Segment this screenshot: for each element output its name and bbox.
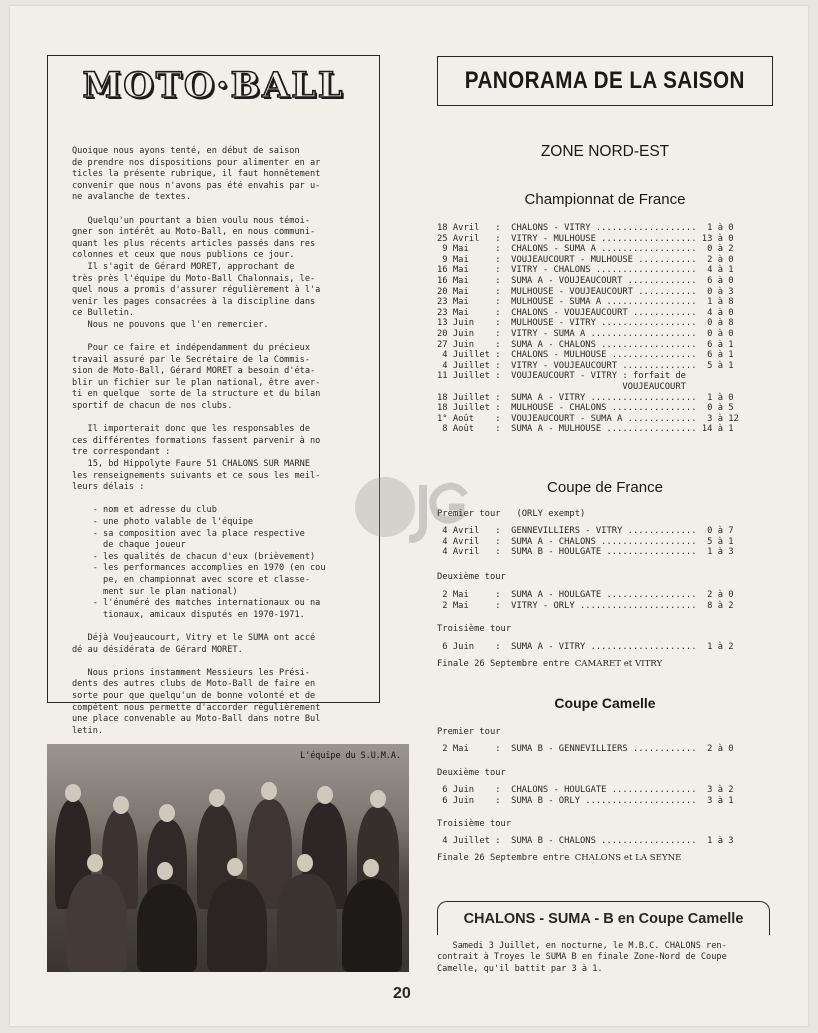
- team-member-head: [87, 854, 103, 872]
- chalons-suma-title: CHALONS - SUMA - B en Coupe Camelle: [463, 910, 744, 927]
- team-member-head: [261, 782, 277, 800]
- moto-ball-article-text: Quoique nous ayons tenté, en début de saison de prendre nos dispositions pour alimenter en ar ticles la présente rubrique, il faut honnêtement convenir que nous n'avons pas été envahis par u- ne avalanche de textes. Quelqu'un pourtant a bien voulu nous témoi- gner son intérêt au Moto-Ball, en nous communi- quant les plus récents articles passés dans res colonnes et ceux que nous publions ce jour. Il s'agit de Gérard MORET, approchant de très près l'équipe du Moto-Ball Chalonnais, le- quel nous a promis d'assurer régulièrement à l'a venir les pages consacrées à la discipline dans ce Bulletin. Nous ne pouvons que l'en remercier. Pour ce faire et indépendamment du précieux travail assuré par le Secrétaire de la Commis- sion de Moto-Ball, Gérard MORET a besoin d'éta- blir un fichier sur le plan national, être aver- ti en quelque sorte de la structure et du bilan sportif de chacun de nos clubs. Il importerait donc que les responsables de ces différentes formations fassent parvenir à no tre correspondant : 15, bd Hippolyte Faure 51 CHALONS SUR MARNE les renseignements suivants et ce sous les meil- leurs délais : - nom et adresse du club - une photo valable de l'équipe - sa composition avec la place respective de chaque joueur - les qualités de chacun d'eux (brièvement) - les performances accomplies en 1970 (en cou pe, en championnat avec score et classe- ment sur le plan national) - l'énuméré des matches internationaux ou na tionaux, amicaux disputés en 1970-1971. Déjà Voujeaucourt, Vitry et le SUMA ont accé dé au désidérata de Gérard MORET. Nous prions instamment Messieurs les Prési- dents des autres clubs de Moto-Ball de faire en sorte pour que quelqu'un de bonne volonté et de compétent nous permette d'accorder régulièrement une place convenable au Moto-Ball dans notre Bul letin.: [72, 146, 326, 736]
- coupe-france-round1-label: Premier tour (ORLY exempt): [437, 509, 586, 519]
- team-photo: [47, 744, 409, 972]
- championnat-results: 18 Avril : CHALONS - VITRY ................... 1 à 0 25 Avril : VITRY - MULHOUSE .................. 13 à 0 9 Mai : CHALONS - SUMA A .................. 0 à 2 9 Mai : VOUJEAUCOURT - MULHOUSE ........... 2 à 0 16 Mai : VITRY - CHALONS ................... 4 à 1 16 Mai : SUMA A - VOUJEAUCOURT ............. 6 à 0 20 Mai : MULHOUSE - VOUJEAUCOURT ........... 0 à 3 23 Mai : MULHOUSE - SUMA A ................. 1 à 8 23 Mai : CHALONS - VOUJEAUCOURT ............ 4 à 0 13 Juin : MULHOUSE - VITRY .................. 0 à 8 20 Juin : VITRY - SUMA A .................... 0 à 0 27 Juin : SUMA A - CHALONS .................. 6 à 1 4 Juillet : CHALONS - MULHOUSE ................ 6 à 1 4 Juillet : VITRY - VOUJEAUCOURT .............. 5 à 1 11 Juillet : VOUJEAUCOURT - VITRY : forfait de VOUJEAUCOURT 18 Juillet : SUMA A - VITRY .................... 1 à 0 18 Juillet : MULHOUSE - CHALONS ................ 0 à 5 1° Août : VOUJEAUCOURT - SUMA A ............. 3 à 12 8 Août : SUMA A - MULHOUSE ................. 14 à 1: [437, 223, 739, 435]
- championnat-heading: Championnat de France: [524, 191, 686, 208]
- team-member: [277, 874, 337, 972]
- chalons-suma-text: Samedi 3 Juillet, en nocturne, le M.B.C. CHALONS ren- contrait à Troyes le SUMA B en finale Zone-Nord de Coupe Camelle, qu'il battit par 3 à 1.: [437, 941, 727, 974]
- team-member: [67, 874, 127, 972]
- team-member: [137, 884, 197, 972]
- coupe-france-round1-results: 4 Avril : GENNEVILLIERS - VITRY ............. 0 à 7 4 Avril : SUMA A - CHALONS .................. 5 à 1 4 Avril : SUMA B - HOULGATE ................. 1 à 3: [442, 526, 734, 558]
- finale-teams: CAMARET et VITRY: [574, 659, 663, 669]
- chalons-suma-title-box: [437, 901, 770, 935]
- coupe-camelle-finale: [437, 853, 681, 863]
- moto-ball-article-box: [47, 55, 380, 736]
- team-member-head: [297, 854, 313, 872]
- page-number: 20: [393, 985, 411, 1002]
- finale-prefix: Finale 26 Septembre entre: [437, 659, 570, 669]
- team-member-head: [227, 858, 243, 876]
- finale-teams: CHALONS et LA SEYNE: [574, 853, 682, 863]
- coupe-france-finale: [437, 659, 662, 669]
- panorama-title: PANORAMA DE LA SAISON: [464, 67, 746, 94]
- coupe-france-round2-results: 2 Mai : SUMA A - HOULGATE ................. 2 à 0 2 Mai : VITRY - ORLY ...................... 8 à 2: [442, 590, 734, 611]
- coupe-camelle-round1-results: 2 Mai : SUMA B - GENNEVILLIERS ............ 2 à 0: [437, 744, 734, 754]
- coupe-camelle-round3-label: Troisième tour: [437, 819, 512, 829]
- coupe-camelle-heading: Coupe Camelle: [554, 695, 656, 711]
- coupe-france-round2-label: Deuxième tour: [437, 572, 506, 582]
- team-member-head: [209, 789, 225, 807]
- team-member-head: [157, 862, 173, 880]
- moto-ball-title: MOTO·BALL: [82, 65, 345, 106]
- team-member-head: [317, 786, 333, 804]
- photo-caption: L'équipe du S.U.M.A.: [300, 750, 401, 760]
- coupe-camelle-round1-label: Premier tour: [437, 727, 501, 737]
- team-member-head: [65, 784, 81, 802]
- zone-heading: ZONE NORD-EST: [540, 143, 670, 160]
- coupe-france-heading: Coupe de France: [547, 479, 663, 496]
- panorama-title-box: [437, 56, 773, 106]
- coupe-france-round3-results: 6 Juin : SUMA A - VITRY .................... 1 à 2: [437, 642, 734, 652]
- finale-prefix: Finale 26 Septembre entre: [437, 853, 570, 863]
- team-member-head: [370, 790, 386, 808]
- coupe-france-round3-label: Troisième tour: [437, 624, 512, 634]
- coupe-camelle-round3-results: 4 Juillet : SUMA B - CHALONS .................. 1 à 3: [437, 836, 734, 846]
- team-member-head: [113, 796, 129, 814]
- coupe-camelle-round2-results: 6 Juin : CHALONS - HOULGATE ................ 3 à 2 6 Juin : SUMA B - ORLY ..................... 3 à 1: [442, 785, 734, 806]
- team-member: [207, 879, 267, 972]
- coupe-camelle-round2-label: Deuxième tour: [437, 768, 506, 778]
- team-member-head: [363, 859, 379, 877]
- team-member: [342, 879, 402, 972]
- team-member-head: [159, 804, 175, 822]
